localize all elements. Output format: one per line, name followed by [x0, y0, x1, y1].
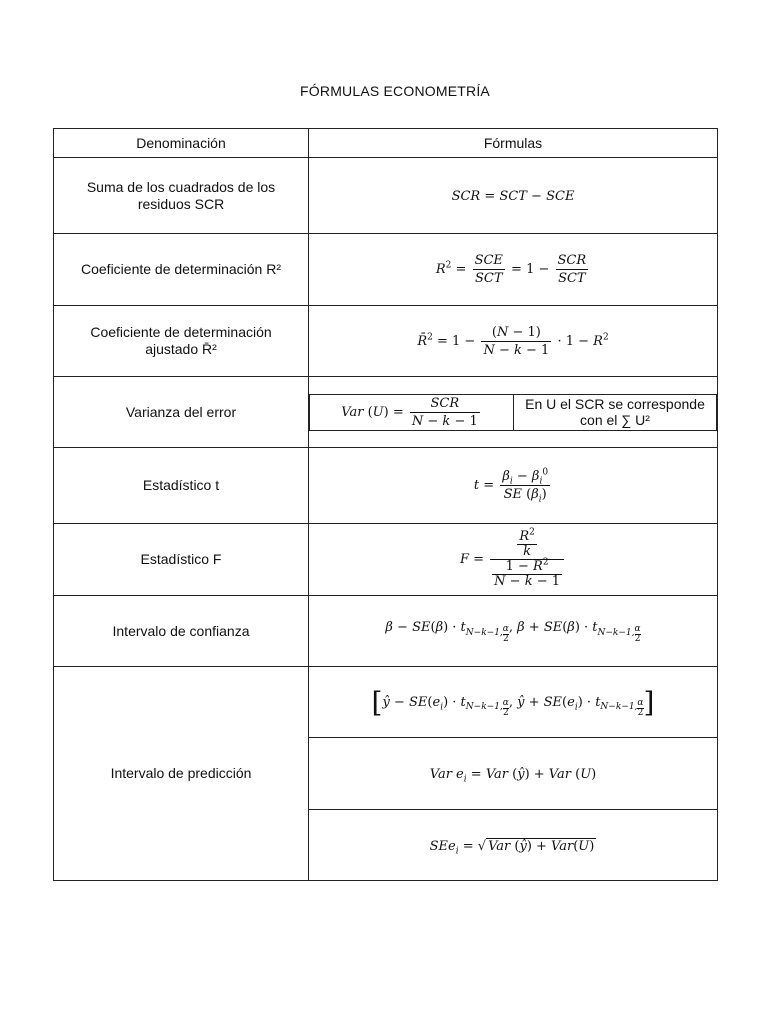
header-denominacion: Denominación — [54, 129, 309, 158]
row-name-estadistico-f: Estadístico F — [54, 524, 309, 596]
formula-intervalo-prediccion: [ŷ − $SE(e_i) \cdot t_{N-k-1, \frac{\alpha}{2}}$ , ŷ + $SE(e_i) \cdot t_{N-k-1, \frac{\alpha}{2}}$ ] — [309, 667, 718, 738]
formula-varianza-cell — [309, 377, 718, 448]
row-name-intervalo-prediccion: Intervalo de predicción — [54, 667, 309, 881]
table-row — [54, 596, 718, 667]
table-row — [54, 158, 718, 234]
formula-f: F = $\frac{\frac{R^2}{k}}{\frac{1 - R^2}{N - k - 1}}$ — [309, 524, 718, 596]
varianza-note: En U el SCR se corresponde con el ∑ U² — [514, 394, 717, 430]
formula-intervalo-confianza: $\beta - SE(\beta) \cdot t_{N-k-1, \frac{\alpha}{2}}$ , $\beta + SE(\beta) \cdot t_{N-k-1, \frac{\alpha}{2}}$ — [309, 596, 718, 667]
formula-t: t = $\frac{\beta_i - \beta_i^0}{SE (\beta_i)}$ — [309, 448, 718, 524]
row-name-r2-ajustado: Coeficiente de determinación ajustado R̄² — [54, 306, 309, 377]
row-name-estadistico-t: Estadístico t — [54, 448, 309, 524]
document-title: FÓRMULAS ECONOMETRÍA — [300, 83, 490, 99]
formula-se-ei: SEe$_i$ = √ Var (ŷ) + Var(U) — [309, 810, 718, 881]
table-row — [54, 377, 718, 448]
varianza-split — [309, 394, 717, 431]
formula-varianza: Var (U) = $\frac{\text{SCR}}{N - k - 1}$ — [310, 394, 514, 430]
table-row — [54, 448, 718, 524]
row-name-varianza: Varianza del error — [54, 377, 309, 448]
header-formulas: Fórmulas — [309, 129, 718, 158]
formulas-table — [53, 128, 718, 881]
row-name-scr: Suma de los cuadrados de los residuos SCR — [54, 158, 309, 234]
row-name-r2: Coeficiente de determinación R² — [54, 234, 309, 306]
table-header-row — [54, 129, 718, 158]
formula-r2: $R^2$ = $\frac{\text{SCE}}{\text{SCT}}$ = 1 − $\frac{\text{SCR}}{\text{SCT}}$ — [309, 234, 718, 306]
row-name-intervalo-confianza: Intervalo de confianza — [54, 596, 309, 667]
formula-scr: SCR = SCT − SCE — [309, 158, 718, 234]
table-row — [54, 524, 718, 596]
formula-var-ei: Var $e_i$ = Var (ŷ) + Var (U) — [309, 738, 718, 810]
table-row — [54, 306, 718, 377]
table-row — [54, 234, 718, 306]
table-row — [54, 667, 718, 738]
formula-r2-ajustado: R̄$^2$ = 1 − $\frac{(N - 1)}{N - k - 1}$ · $1 - R^2$ — [309, 306, 718, 377]
